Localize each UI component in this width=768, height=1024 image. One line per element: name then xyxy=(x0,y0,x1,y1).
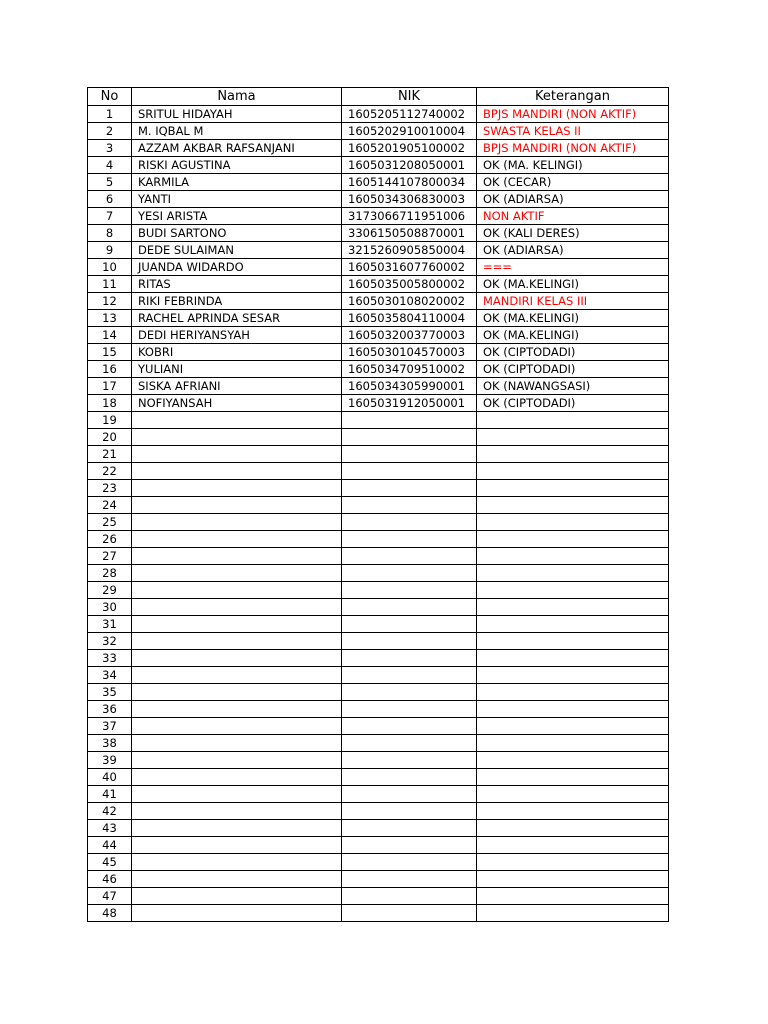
cell-no: 18 xyxy=(88,395,132,412)
cell-no: 23 xyxy=(88,480,132,497)
cell-keterangan xyxy=(477,582,669,599)
cell-keterangan: OK (CIPTODADI) xyxy=(477,344,669,361)
table-row xyxy=(88,531,669,548)
cell-nik xyxy=(342,497,477,514)
cell-nik xyxy=(342,701,477,718)
cell-nama: BUDI SARTONO xyxy=(132,225,342,242)
cell-keterangan xyxy=(477,820,669,837)
cell-keterangan: OK (CECAR) xyxy=(477,174,669,191)
cell-keterangan xyxy=(477,429,669,446)
cell-keterangan: === xyxy=(477,259,669,276)
cell-keterangan xyxy=(477,548,669,565)
cell-nik: 3306150508870001 xyxy=(342,225,477,242)
table-row xyxy=(88,548,669,565)
cell-no: 39 xyxy=(88,752,132,769)
cell-keterangan xyxy=(477,412,669,429)
cell-no: 21 xyxy=(88,446,132,463)
cell-keterangan: OK (MA.KELINGI) xyxy=(477,276,669,293)
table-row xyxy=(88,276,669,293)
cell-nik xyxy=(342,582,477,599)
cell-nik xyxy=(342,803,477,820)
cell-nama: RITAS xyxy=(132,276,342,293)
cell-nik: 1605032003770003 xyxy=(342,327,477,344)
cell-no: 30 xyxy=(88,599,132,616)
table-row xyxy=(88,344,669,361)
table-row xyxy=(88,871,669,888)
cell-keterangan xyxy=(477,684,669,701)
cell-no: 6 xyxy=(88,191,132,208)
cell-no: 36 xyxy=(88,701,132,718)
cell-no: 4 xyxy=(88,157,132,174)
cell-nik xyxy=(342,599,477,616)
table-row xyxy=(88,888,669,905)
table-row xyxy=(88,684,669,701)
cell-keterangan xyxy=(477,667,669,684)
cell-nik xyxy=(342,888,477,905)
cell-nik: 1605205112740002 xyxy=(342,106,477,123)
cell-keterangan xyxy=(477,701,669,718)
table-row xyxy=(88,259,669,276)
cell-no: 9 xyxy=(88,242,132,259)
cell-keterangan xyxy=(477,650,669,667)
cell-no: 43 xyxy=(88,820,132,837)
cell-nama xyxy=(132,752,342,769)
cell-nama: AZZAM AKBAR RAFSANJANI xyxy=(132,140,342,157)
cell-nama xyxy=(132,531,342,548)
cell-no: 13 xyxy=(88,310,132,327)
cell-no: 20 xyxy=(88,429,132,446)
cell-nik: 3173066711951006 xyxy=(342,208,477,225)
cell-keterangan xyxy=(477,905,669,922)
cell-nama xyxy=(132,820,342,837)
cell-nama: KARMILA xyxy=(132,174,342,191)
cell-no: 40 xyxy=(88,769,132,786)
table-row xyxy=(88,157,669,174)
cell-nama xyxy=(132,718,342,735)
table-row xyxy=(88,650,669,667)
cell-nama: JUANDA WIDARDO xyxy=(132,259,342,276)
cell-nik xyxy=(342,854,477,871)
cell-no: 38 xyxy=(88,735,132,752)
cell-keterangan xyxy=(477,446,669,463)
cell-keterangan xyxy=(477,871,669,888)
cell-keterangan xyxy=(477,803,669,820)
cell-nama xyxy=(132,701,342,718)
cell-no: 35 xyxy=(88,684,132,701)
table-row xyxy=(88,735,669,752)
cell-no: 26 xyxy=(88,531,132,548)
cell-keterangan: OK (ADIARSA) xyxy=(477,191,669,208)
cell-keterangan xyxy=(477,565,669,582)
cell-nama xyxy=(132,735,342,752)
cell-nama xyxy=(132,514,342,531)
table-row xyxy=(88,463,669,480)
cell-nik xyxy=(342,735,477,752)
cell-keterangan xyxy=(477,633,669,650)
cell-keterangan xyxy=(477,854,669,871)
cell-nik xyxy=(342,769,477,786)
cell-keterangan: BPJS MANDIRI (NON AKTIF) xyxy=(477,140,669,157)
header-row xyxy=(88,88,669,106)
cell-nik: 1605202910010004 xyxy=(342,123,477,140)
cell-nama xyxy=(132,412,342,429)
cell-no: 48 xyxy=(88,905,132,922)
table-row xyxy=(88,106,669,123)
cell-nik xyxy=(342,667,477,684)
cell-nama: SISKA AFRIANI xyxy=(132,378,342,395)
table-row xyxy=(88,752,669,769)
cell-no: 46 xyxy=(88,871,132,888)
cell-keterangan xyxy=(477,531,669,548)
table-header xyxy=(88,88,669,106)
table-row xyxy=(88,718,669,735)
cell-nik: 1605035804110004 xyxy=(342,310,477,327)
table-row xyxy=(88,837,669,854)
data-table xyxy=(87,87,669,922)
cell-nik xyxy=(342,463,477,480)
cell-nama xyxy=(132,786,342,803)
cell-keterangan: BPJS MANDIRI (NON AKTIF) xyxy=(477,106,669,123)
table-row xyxy=(88,361,669,378)
cell-nik xyxy=(342,650,477,667)
table-body xyxy=(88,106,669,922)
cell-keterangan xyxy=(477,480,669,497)
table-row xyxy=(88,123,669,140)
table-row xyxy=(88,854,669,871)
cell-nik: 1605201905100002 xyxy=(342,140,477,157)
cell-nama: NOFIYANSAH xyxy=(132,395,342,412)
cell-nik: 1605034305990001 xyxy=(342,378,477,395)
cell-no: 29 xyxy=(88,582,132,599)
cell-nama xyxy=(132,854,342,871)
cell-nama: RIKI FEBRINDA xyxy=(132,293,342,310)
table-row xyxy=(88,820,669,837)
cell-nik: 1605035005800002 xyxy=(342,276,477,293)
cell-nik: 1605034709510002 xyxy=(342,361,477,378)
cell-nama xyxy=(132,463,342,480)
cell-nama xyxy=(132,871,342,888)
cell-no: 17 xyxy=(88,378,132,395)
cell-nik xyxy=(342,786,477,803)
table-row xyxy=(88,667,669,684)
cell-nik xyxy=(342,633,477,650)
cell-nik: 1605034306830003 xyxy=(342,191,477,208)
cell-no: 25 xyxy=(88,514,132,531)
cell-keterangan: OK (KALI DERES) xyxy=(477,225,669,242)
header-no: No xyxy=(88,88,132,106)
cell-nama: RACHEL APRINDA SESAR xyxy=(132,310,342,327)
cell-nik xyxy=(342,820,477,837)
table-row xyxy=(88,208,669,225)
cell-no: 32 xyxy=(88,633,132,650)
cell-keterangan: OK (CIPTODADI) xyxy=(477,361,669,378)
cell-no: 1 xyxy=(88,106,132,123)
header-nik: NIK xyxy=(342,88,477,106)
table-row xyxy=(88,310,669,327)
cell-nama xyxy=(132,582,342,599)
cell-nama xyxy=(132,497,342,514)
cell-nik: 1605144107800034 xyxy=(342,174,477,191)
cell-keterangan xyxy=(477,599,669,616)
cell-nama xyxy=(132,616,342,633)
table-row xyxy=(88,905,669,922)
cell-no: 12 xyxy=(88,293,132,310)
cell-nik: 1605031607760002 xyxy=(342,259,477,276)
cell-nama xyxy=(132,905,342,922)
cell-nama xyxy=(132,599,342,616)
cell-no: 19 xyxy=(88,412,132,429)
cell-nama xyxy=(132,837,342,854)
cell-no: 33 xyxy=(88,650,132,667)
cell-keterangan: OK (MA. KELINGI) xyxy=(477,157,669,174)
cell-nama xyxy=(132,480,342,497)
cell-nama xyxy=(132,650,342,667)
cell-no: 7 xyxy=(88,208,132,225)
table-row xyxy=(88,565,669,582)
cell-keterangan xyxy=(477,616,669,633)
cell-nik xyxy=(342,837,477,854)
table-row xyxy=(88,225,669,242)
cell-nik xyxy=(342,905,477,922)
cell-no: 14 xyxy=(88,327,132,344)
cell-nik xyxy=(342,429,477,446)
cell-nama xyxy=(132,667,342,684)
cell-nama: YESI ARISTA xyxy=(132,208,342,225)
cell-nama xyxy=(132,803,342,820)
table-row xyxy=(88,395,669,412)
table-row xyxy=(88,616,669,633)
cell-keterangan xyxy=(477,769,669,786)
cell-nik xyxy=(342,565,477,582)
cell-nama xyxy=(132,684,342,701)
cell-keterangan: OK (MA.KELINGI) xyxy=(477,327,669,344)
cell-no: 2 xyxy=(88,123,132,140)
cell-no: 42 xyxy=(88,803,132,820)
cell-keterangan: OK (MA.KELINGI) xyxy=(477,310,669,327)
cell-nama: RISKI AGUSTINA xyxy=(132,157,342,174)
cell-keterangan xyxy=(477,786,669,803)
cell-no: 10 xyxy=(88,259,132,276)
cell-no: 15 xyxy=(88,344,132,361)
header-nama: Nama xyxy=(132,88,342,106)
cell-no: 37 xyxy=(88,718,132,735)
cell-nik xyxy=(342,514,477,531)
cell-nik xyxy=(342,548,477,565)
cell-keterangan: OK (ADIARSA) xyxy=(477,242,669,259)
table-row xyxy=(88,514,669,531)
cell-nik: 1605030108020002 xyxy=(342,293,477,310)
table-row xyxy=(88,446,669,463)
cell-nik: 1605031912050001 xyxy=(342,395,477,412)
cell-no: 5 xyxy=(88,174,132,191)
cell-nik: 1605030104570003 xyxy=(342,344,477,361)
cell-no: 3 xyxy=(88,140,132,157)
cell-no: 22 xyxy=(88,463,132,480)
cell-nama: KOBRI xyxy=(132,344,342,361)
table-row xyxy=(88,412,669,429)
cell-keterangan xyxy=(477,837,669,854)
table-row xyxy=(88,242,669,259)
cell-nik xyxy=(342,480,477,497)
cell-nik: 3215260905850004 xyxy=(342,242,477,259)
cell-keterangan xyxy=(477,497,669,514)
table-row xyxy=(88,140,669,157)
cell-nama xyxy=(132,548,342,565)
table-row xyxy=(88,497,669,514)
table-row xyxy=(88,191,669,208)
cell-no: 27 xyxy=(88,548,132,565)
cell-nik xyxy=(342,412,477,429)
cell-nik: 1605031208050001 xyxy=(342,157,477,174)
cell-nama: YULIANI xyxy=(132,361,342,378)
cell-keterangan xyxy=(477,735,669,752)
cell-keterangan: MANDIRI KELAS III xyxy=(477,293,669,310)
cell-no: 28 xyxy=(88,565,132,582)
cell-no: 44 xyxy=(88,837,132,854)
cell-nama: DEDE SULAIMAN xyxy=(132,242,342,259)
cell-keterangan: NON AKTIF xyxy=(477,208,669,225)
cell-nik xyxy=(342,531,477,548)
table-row xyxy=(88,429,669,446)
cell-nama: DEDI HERIYANSYAH xyxy=(132,327,342,344)
cell-nama xyxy=(132,446,342,463)
table-row xyxy=(88,293,669,310)
cell-no: 31 xyxy=(88,616,132,633)
cell-keterangan xyxy=(477,752,669,769)
table-row xyxy=(88,599,669,616)
cell-keterangan: OK (CIPTODADI) xyxy=(477,395,669,412)
cell-nik xyxy=(342,684,477,701)
header-keterangan: Keterangan xyxy=(477,88,669,106)
cell-keterangan: OK (NAWANGSASI) xyxy=(477,378,669,395)
table-row xyxy=(88,174,669,191)
cell-nik xyxy=(342,446,477,463)
cell-nik xyxy=(342,752,477,769)
cell-nik xyxy=(342,718,477,735)
cell-nama xyxy=(132,769,342,786)
cell-nama xyxy=(132,633,342,650)
cell-no: 34 xyxy=(88,667,132,684)
cell-nama xyxy=(132,888,342,905)
cell-no: 11 xyxy=(88,276,132,293)
cell-nik xyxy=(342,616,477,633)
cell-no: 45 xyxy=(88,854,132,871)
table-row xyxy=(88,378,669,395)
cell-nama: YANTI xyxy=(132,191,342,208)
cell-no: 24 xyxy=(88,497,132,514)
table-row xyxy=(88,327,669,344)
table-row xyxy=(88,633,669,650)
table-row xyxy=(88,786,669,803)
cell-keterangan: SWASTA KELAS II xyxy=(477,123,669,140)
cell-no: 41 xyxy=(88,786,132,803)
cell-keterangan xyxy=(477,888,669,905)
table-row xyxy=(88,769,669,786)
cell-nama: SRITUL HIDAYAH xyxy=(132,106,342,123)
cell-no: 16 xyxy=(88,361,132,378)
cell-keterangan xyxy=(477,463,669,480)
cell-nama xyxy=(132,429,342,446)
cell-nik xyxy=(342,871,477,888)
table-row xyxy=(88,803,669,820)
cell-no: 8 xyxy=(88,225,132,242)
cell-nama: M. IQBAL M xyxy=(132,123,342,140)
cell-nama xyxy=(132,565,342,582)
cell-no: 47 xyxy=(88,888,132,905)
cell-keterangan xyxy=(477,514,669,531)
table-row xyxy=(88,582,669,599)
table-row xyxy=(88,480,669,497)
table-row xyxy=(88,701,669,718)
cell-keterangan xyxy=(477,718,669,735)
